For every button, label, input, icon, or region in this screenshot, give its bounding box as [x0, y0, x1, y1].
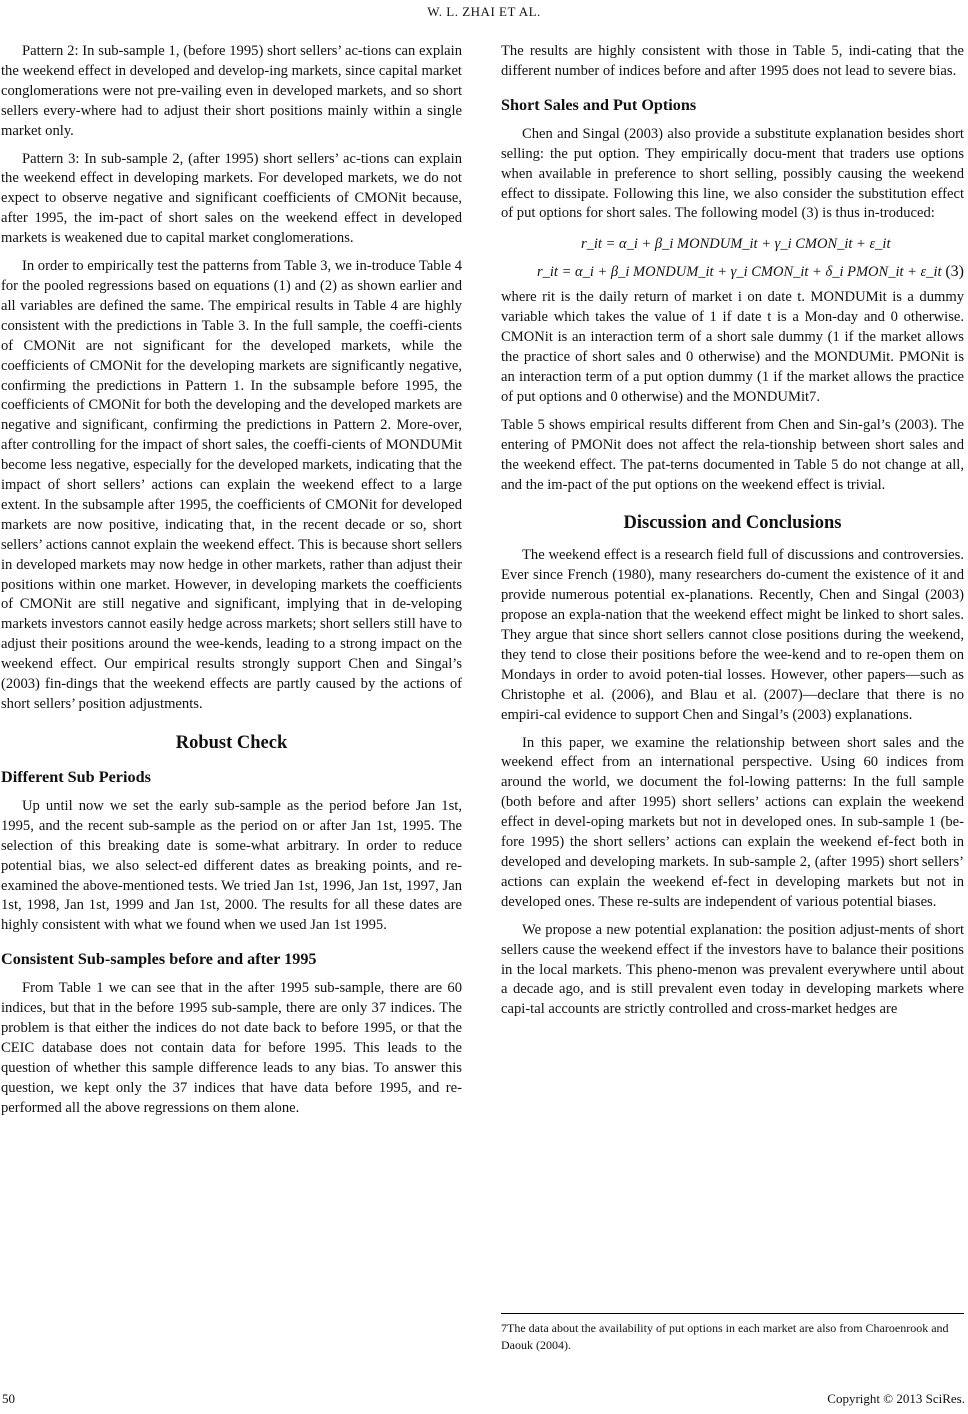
paragraph-results-consistent: The results are highly consistent with those in Table 5, indi-cating that the different number of indices before and after 1995 does not lead to severe bias. — [501, 43, 964, 79]
section-heading-robust-check: Robust Check — [175, 732, 288, 753]
equation-3-text: r_it = α_i + β_i MONDUM_it + γ_i CMON_it + δ_i PMON_it + ε_it — [537, 264, 942, 281]
subheading-short-sales-put-options: Short Sales and Put Options — [501, 95, 697, 114]
page-number: 50 — [2, 1391, 15, 1406]
paragraph-pattern-3: Pattern 3: In sub-sample 2, (after 1995) short sellers’ ac-tions can explain the weekend effect in developing markets. For developed markets, we do not expect to observe negative and significant coefficients of CMONit because, after 1995, the im-pact of short sales on the weekend effect in developed markets is weakened due to capital market conglomerations. — [1, 150, 462, 247]
paragraph-pattern-2: Pattern 2: In sub-sample 1, (before 1995) short sellers’ ac-tions can explain the weekend effect in developed and develop-ing markets, since capital market conglomerations were not pre-vailing even in developed markets, and so short sellers every-where had to adjust their short positions mainly within a single market only. — [1, 43, 462, 139]
section-heading-discussion: Discussion and Conclusions — [623, 513, 842, 534]
paragraph-table4-results: In order to empirically test the patterns from Table 3, we in-troduce Table 4 for the pooled regressions based on equations (1) and (2) as shown earlier and all variables are defined the same. The empirical results in Table 4 are highly consistent with the predictions in Table 3. In the full sample, the coeffi-cients of CMONit are not significant for the developed markets, while the coefficients of CMONit for the developing markets are significantly negative, confirming the predictions in Pattern 1. In the subsample before 1995, the coefficients of CMONit for both the developing and the developed markets are negative and significant, confirming the predictions in Pattern 2. More-over, after controlling for the impact of short sales, the coeffi-cients of MONDUMit become less negative, especially for the developed markets, indicating that the impact of short sellers’ actions can explain the weekend effect to a large extent. In the subsample after 1995, the coefficients of CMONit for developed markets are now positive, indicating that, in the recent decade or so, short sellers’ actions cannot explain the weekend effect. This is because short sellers in developed markets may now hedge in other markets, rather than adjust their positions within one market. However, in developing markets the coefficients of CMONit are still negative and significant, implying that in de-veloping markets investors cannot easily hedge across markets; short sellers still have to adjust their positions around the wee-kends, leading to a strong impact on the weekend effect. Our empirical results strongly support Chen and Singal’s (2003) fin-dings that the weekend effects are partly caused by the actions of short sellers’ position adjustments. — [1, 258, 462, 712]
paragraph-discussion-3: We propose a new potential explanation: the position adjust-ments of short sellers cause the weekend effect if the investors have to balance their positions in the local markets. This pheno-menon was prevalent everywhere until about a decade ago, and is still prevalent even today in developing markets where capi-tal accounts are strictly controlled and cross-market hedges are — [501, 921, 964, 1018]
paragraph-put-option: Chen and Singal (2003) also provide a substitute explanation besides short selling: the put option. They empirically docu-ment that traders use options when available in preference to short selling, possibly causing the weekend effect to dissipate. Following this line, we also consider the substitution effect of put options for short sales. The following model (3) is thus in-troduced: — [501, 125, 964, 222]
equation-model-3 — [501, 260, 964, 284]
paragraph-consistent-subsamples: From Table 1 we can see that in the after 1995 sub-sample, there are 60 indices, but that in the before 1995 sub-sample, there are only 37 indices. The problem is that either the indices do not date back to before 1995, or that the CEIC database does not contain data for before 1995. This leads to the question of whether this sample difference leads to any bias. To answer this question, we kept only the 37 indices that have data before 1995, and re-performed all the above regressions on them alone. — [1, 980, 462, 1116]
paragraph-variable-definitions: where rit is the daily return of market i on date t. MONDUMit is a dummy variable which takes the value of 1 if date t is a Mon-day and 0 otherwise. CMONit is an interaction term of a short sale dummy (1 if the market allows the practice of short sales and 0 otherwise) and the MONDUMit. PMONit is an interaction term of a put option dummy (1 if the market allows the practice of put options and 0 otherwise) and the MONDUMit7. — [501, 289, 964, 405]
equation-1-text: r_it = α_i + β_i MONDUM_it + γ_i CMON_it + ε_it — [581, 236, 891, 253]
paragraph-discussion-1: The weekend effect is a research field full of discussions and controversies. Ever since French (1980), many researchers do-cument the existence of it and provide numerous potential ex-planations. Recently, Chen and Singal (2003) propose an expla-nation that the weekend effect might be linked to short sales. They argue that since short sellers cannot close positions during the weekend, they tend to close their positions before the wee-kend and to re-open them on Mondays in order to avoid poten-tial losses. However, other papers—such as Christophe et al. (2006), and Blau et al. (2007)—declare that there is no empiri-cal evidence to support Chen and Singal’s (2003) explanations. — [501, 547, 964, 723]
equation-number: (3) — [945, 263, 964, 281]
footnote: 7The data about the availability of put options in each market are also from Charoenrook and Daouk (2004). — [501, 1313, 964, 1354]
subheading-consistent-subsamples: Consistent Sub-samples before and after 1995 — [1, 950, 317, 969]
running-head: W. L. ZHAI ET AL. — [427, 4, 541, 19]
equation-model-1 — [501, 232, 964, 256]
paragraph-discussion-2: In this paper, we examine the relationship between short sales and the weekend effect from an international perspective. Using 60 indices from around the world, we document the fol-lowing patterns: In the full sample (both before and after 1995) short sellers’ actions can explain the weekend effect in devel-oping markets but not in developed ones. In sub-sample 1 (be-fore 1995) the short sellers’ actions can explain the weekend ef-fect both in developed and developing markets. In sub-sample 2, (after 1995) short sellers’ actions can explain the weekend ef-fect in developing markets but not in developed ones. These re-sults are independent of various potential biases. — [501, 734, 964, 910]
paragraph-sub-periods: Up until now we set the early sub-sample as the period before Jan 1st, 1995, and the recent sub-sample as the period on or after Jan 1st, 1995. The selection of this breaking date is some-what arbitrary. In order to reduce potential bias, we also select-ed different dates as breaking points, and re-examined the above-mentioned tests. We tried Jan 1st, 1996, Jan 1st, 1997, Jan 1st, 1998, Jan 1st, 1999 and Jan 1st, 2000. The results for all these dates are highly consistent with what we found when we used Jan 1st 1995. — [1, 797, 462, 934]
subheading-different-sub-periods: Different Sub Periods — [1, 767, 151, 786]
paragraph-table5-results: Table 5 shows empirical results different from Chen and Sin-gal’s (2003). The entering of PMONit does not affect the rela-tionship between short sales and the weekend effect. The pat-terns documented in Table 5 do not change at all, and the im-pact of the put options on the weekend effect is trivial. — [501, 416, 964, 493]
right-column — [501, 42, 964, 1028]
left-column — [1, 42, 462, 1127]
copyright-notice: Copyright © 2013 SciRes. — [827, 1391, 965, 1406]
